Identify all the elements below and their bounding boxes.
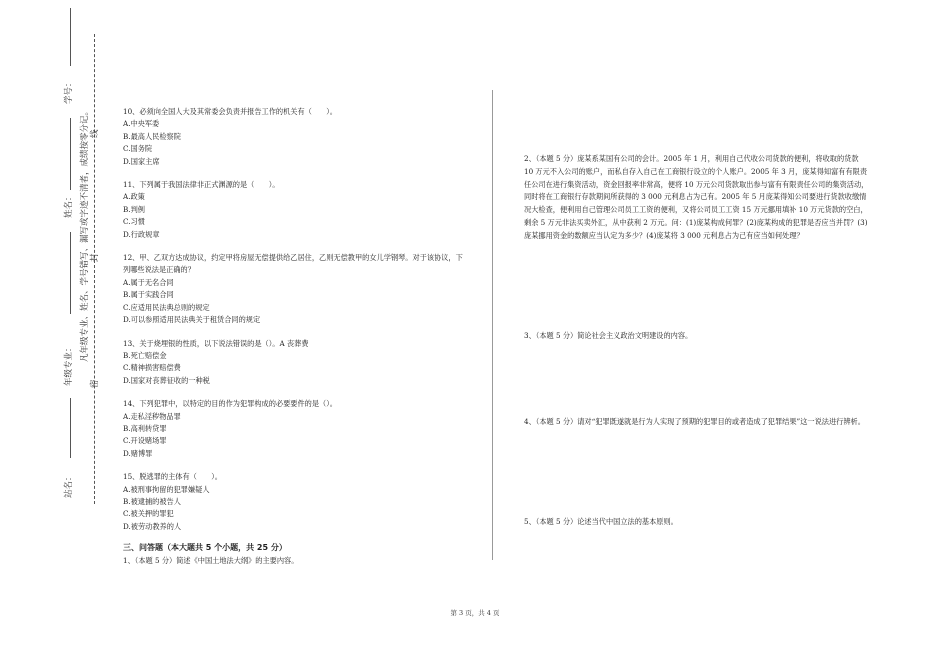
left-column <box>123 106 468 567</box>
option-c: C.国务院 <box>123 144 153 154</box>
option-b: B.判例 <box>123 204 145 214</box>
option-c: C.被关押的罪犯 <box>123 509 174 519</box>
essay-question-2: 2、（本题 5 分）庞某系某国有公司的会计。2005 年 1 月，利用自己代收公司货款的便利，将收取的货款 10 万元不入公司的账户，而私自存入自己在工商银行设立的个人账户。2005 年 3 月，庞某得知富有有限责任公司在进行集资活动，资金回报率非常高，便将 10 万元公司货款取出参与富有有限责任公司的集资活动，同时将在工商银行存款期间所获得的 3 000 元利息占为己有。2005 年 5 月庞某得知公司要进行货款收缴情况大检查，便利用自己管理公司员工工资的便利，又将公司员工工资 15 万元挪用填补 10 万元货款的空白，剩余 5 万元非法买卖外汇，从中获利 2 万元。问：(1)庞某构成何罪？(2)庞某构成的犯罪是否应当并罚？(3)庞某挪用资金的数额应当认定为多少？(4)庞某将 3 000 元利息占为己有应当如何处理？ <box>524 154 869 240</box>
option-b: B.属于实践合同 <box>123 290 174 300</box>
option-a: A.中央军委 <box>123 119 160 129</box>
essay-question-5: 5、（本题 5 分）论述当代中国立法的基本原则。 <box>524 517 678 526</box>
essay-question-1: 1、（本题 5 分）简述《中国土地法大纲》的主要内容。 <box>123 555 299 565</box>
question-13 <box>123 338 468 388</box>
column-divider <box>492 90 493 560</box>
question-14 <box>123 398 468 460</box>
option-b: B.高利转贷罪 <box>123 423 167 433</box>
option-c: C.精神损害赔偿费 <box>123 363 181 373</box>
question-stem: 12、甲、乙双方达成协议，约定甲将房屋无偿提供给乙居住，乙则无偿教甲的女儿学钢琴。对于该协议，下列哪些说法是正确的？ <box>123 253 463 275</box>
exam-number-label: 学号： <box>64 78 74 104</box>
option-d: D.行政规章 <box>123 229 160 239</box>
option-d: D.可以参照适用民法典关于租赁合同的规定 <box>123 315 261 325</box>
question-stem: 11、下列属于我国法律非正式渊源的是（ ）。 <box>123 180 280 190</box>
option-b: B.死亡赔偿金 <box>123 350 167 360</box>
section-title: 三、问答题（本大题共 5 个小题，共 25 分） <box>123 543 287 553</box>
option-b: B.最高人民检察院 <box>123 131 181 141</box>
seal-dashed-line <box>94 34 95 504</box>
option-c: C.应适用民法典总则的规定 <box>123 302 210 312</box>
option-a: A.属于无名合同 <box>123 277 174 287</box>
binding-warning: 凡年级专业、姓名、学号错写、漏写或字迹不清者，成绩按零分记。 <box>80 106 90 362</box>
school-label: 站名： <box>64 472 74 498</box>
option-a: A.被刑事拘留的犯罪嫌疑人 <box>123 484 210 494</box>
essay-question-3: 3、（本题 5 分）简论社会主义政治文明建设的内容。 <box>524 331 693 340</box>
seal-mi: 密 <box>90 379 100 388</box>
option-d: D.国家对丧葬征收的一种税 <box>123 375 210 385</box>
question-stem: 14、下列犯罪中，以特定的目的作为犯罪构成的必要要件的是（）。 <box>123 399 337 409</box>
seal-xian: 线 <box>90 129 100 138</box>
option-a: A.政策 <box>123 192 145 202</box>
name-label: 姓名： <box>64 192 74 218</box>
grade-major-line <box>70 232 71 314</box>
option-c: C.习惯 <box>123 217 145 227</box>
question-stem: 10、必须向全国人大及其常委会负责并报告工作的机关有（ ）。 <box>123 107 337 116</box>
question-10 <box>123 106 468 168</box>
essay-question-4: 4、（本题 5 分）请对“犯罪既遂就是行为人实现了预期的犯罪目的或者造成了犯罪结果”这一说法进行辨析。 <box>524 417 865 426</box>
option-a: A.走私淫秽物品罪 <box>123 411 181 421</box>
question-stem: 15、脱逃罪的主体有（ ）。 <box>123 472 222 482</box>
question-11 <box>123 179 468 241</box>
grade-major-label: 年级专业： <box>64 343 74 386</box>
exam-number-line <box>70 8 71 66</box>
binding-strip <box>0 0 110 672</box>
name-line <box>70 118 71 190</box>
school-line <box>70 398 71 458</box>
question-15 <box>123 471 468 533</box>
option-c: C.开设赌场罪 <box>123 436 167 446</box>
option-d: D.赌博罪 <box>123 448 153 458</box>
option-d: D.国家主席 <box>123 156 160 166</box>
page-footer: 第 3 页，共 4 页 <box>450 609 500 617</box>
question-12 <box>123 252 468 326</box>
seal-feng: 封 <box>90 253 100 262</box>
option-d: D.被劳动教养的人 <box>123 521 182 531</box>
question-stem: 13、关于烧埋银的性质，以下说法错误的是（）。A 丧葬费 <box>123 338 309 348</box>
option-b: B.被逮捕的被告人 <box>123 496 181 506</box>
